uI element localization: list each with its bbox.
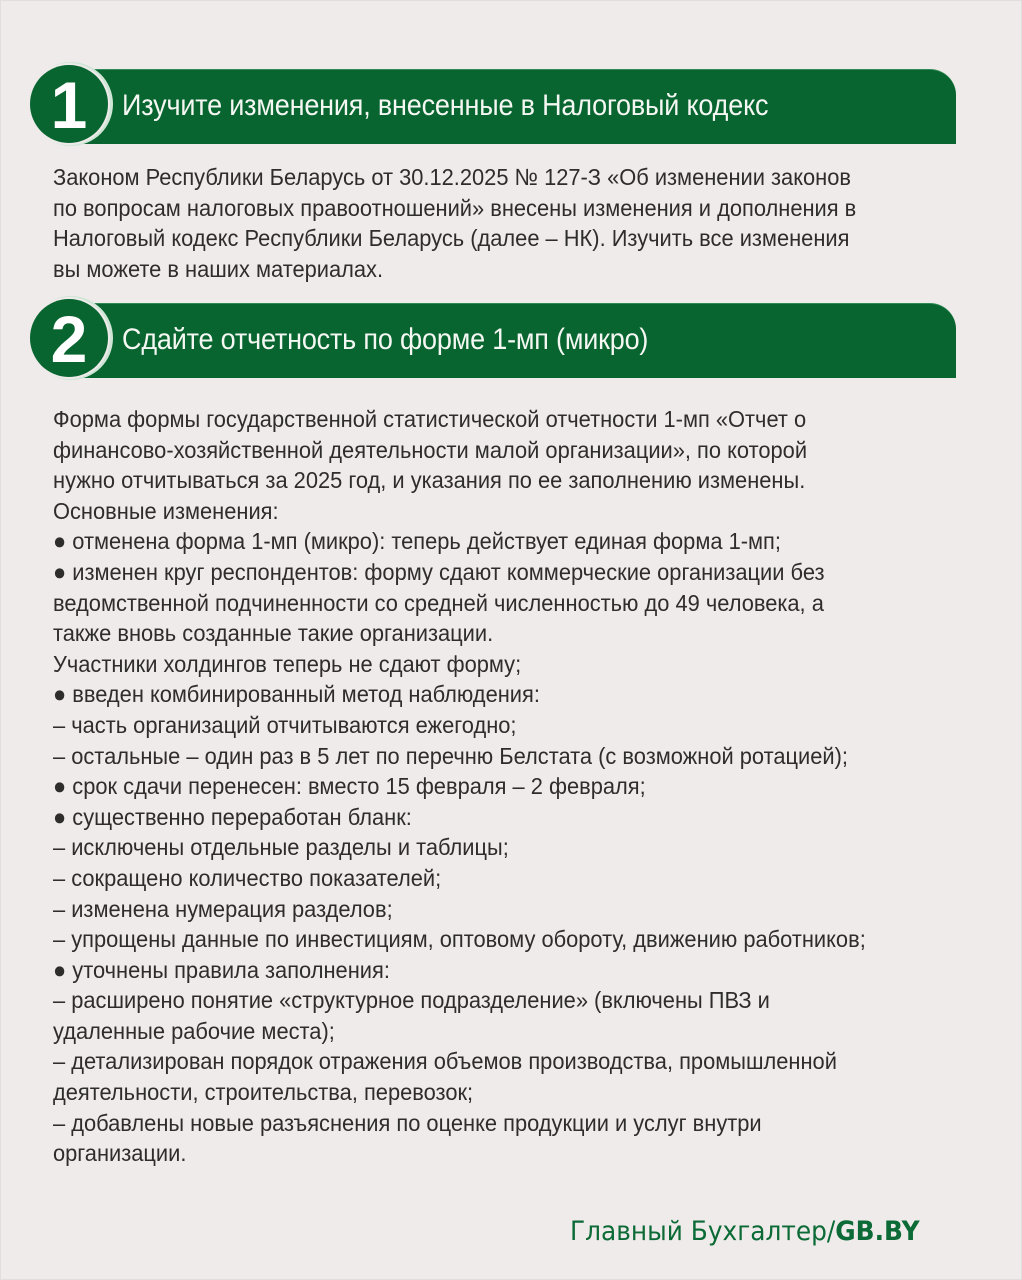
section-1-body — [53, 162, 946, 284]
body-line: нужно отчитываться за 2025 год, и указания по ее заполнению изменены. — [53, 467, 806, 494]
body-line: ведомственной подчиненности со средней численностью до 49 человека, а — [53, 589, 824, 616]
dash-item: – остальные – один раз в 5 лет по перечню Белстата (с возможной ротацией); — [53, 742, 848, 769]
body-line: Основные изменения: — [53, 497, 279, 524]
body-line: Законом Республики Беларусь от 30.12.2025 № 127-З «Об изменении законов — [53, 164, 851, 190]
bullet-item: ● введен комбинированный метод наблюдения: — [53, 681, 540, 708]
body-line: Налоговый кодекс Республики Беларусь (далее – НК). Изучить все изменения — [53, 225, 850, 252]
section-2-body — [53, 404, 946, 1169]
section-1-number: 1 — [50, 68, 88, 142]
dash-item: – изменена нумерация разделов; — [53, 895, 393, 922]
bullet-item: ● изменен круг респондентов: форму сдают коммерческие организации без — [53, 558, 825, 585]
bullet-item: ● уточнены правила заполнения: — [53, 956, 390, 983]
body-line: финансово-хозяйственной деятельности малой организации», по которой — [53, 436, 808, 463]
body-line: деятельности, строительства, перевозок; — [53, 1079, 474, 1106]
dash-item: – упрощены данные по инвестициям, оптовому обороту, движению работников; — [53, 926, 866, 953]
dash-item: – детализирован порядок отражения объемов производства, промышленной — [53, 1048, 837, 1075]
body-line: Форма формы государственной статистической отчетности 1-мп «Отчет о — [53, 406, 807, 432]
body-line: по вопросам налоговых правоотношений» внесены изменения и дополнения в — [53, 194, 857, 221]
body-line: организации. — [53, 1140, 187, 1167]
section-2-number-badge — [30, 299, 108, 377]
bullet-item: ● отменена форма 1-мп (микро): теперь действует единая форма 1-мп; — [53, 528, 781, 555]
section-1-header — [30, 69, 956, 143]
dash-item: – расширено понятие «структурное подразделение» (включены ПВЗ и — [53, 987, 770, 1014]
body-line: Участники холдингов теперь не сдают форму; — [53, 650, 522, 677]
body-line: вы можете в наших материалах. — [53, 255, 384, 282]
dash-item: – добавлены новые разъяснения по оценке продукции и услуг внутри — [53, 1109, 762, 1136]
section-2-title: Сдайте отчетность по форме 1-мп (микро) — [122, 323, 649, 356]
brand-logo — [570, 1216, 920, 1247]
bullet-item: ● срок сдачи перенесен: вместо 15 февраля – 2 февраля; — [53, 773, 646, 800]
dash-item: – исключены отдельные разделы и таблицы; — [53, 834, 509, 861]
section-2-header — [30, 303, 956, 377]
bullet-item: ● существенно переработан бланк: — [53, 803, 412, 830]
dash-item: – часть организаций отчитываются ежегодно; — [53, 711, 517, 738]
dash-item: – сокращено количество показателей; — [53, 864, 442, 891]
body-line: удаленные рабочие места); — [53, 1017, 335, 1044]
section-1-number-badge — [30, 65, 108, 143]
section-1-title: Изучите изменения, внесенные в Налоговый кодекс — [122, 89, 769, 122]
brand-site: GB.BY — [835, 1216, 920, 1247]
body-line: также вновь созданные такие организации. — [53, 620, 494, 647]
brand-name: Главный Бухгалтер/ — [570, 1216, 836, 1247]
section-2-number: 2 — [50, 302, 88, 376]
